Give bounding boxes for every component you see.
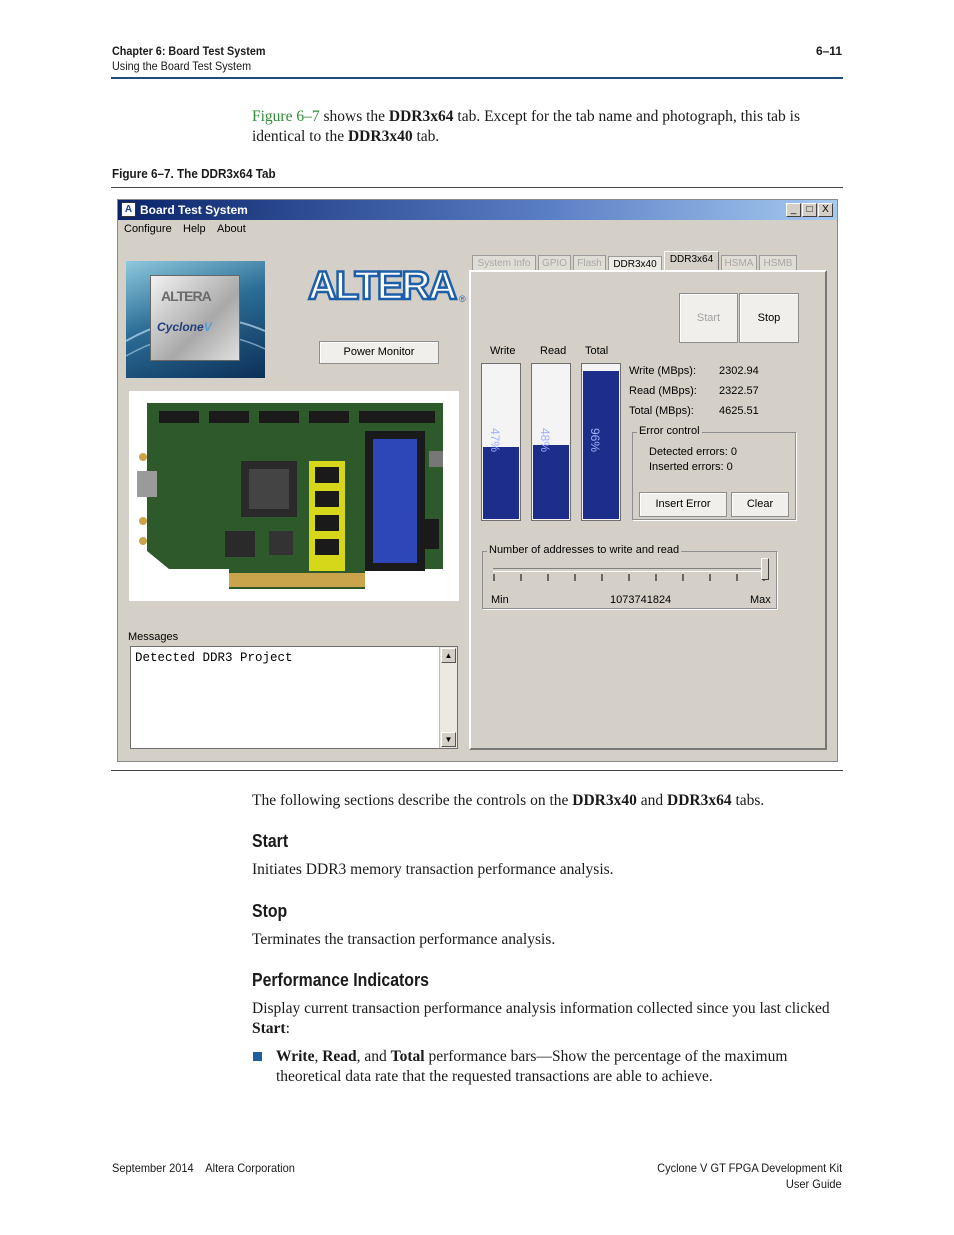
- maximize-icon[interactable]: □: [802, 203, 817, 217]
- bullet-performance-bars: Write, Read, and Total performance bars—Show the percentage of the maximum theoretical data rate that the requested transactions are able to achieve.: [276, 1048, 788, 1085]
- insert-error-button[interactable]: Insert Error: [639, 492, 727, 517]
- stop-button[interactable]: Stop: [739, 293, 799, 343]
- section-title: Using the Board Test System: [112, 59, 252, 73]
- heading-start: Start: [252, 831, 289, 851]
- app-icon: A: [121, 202, 136, 217]
- figure-link[interactable]: Figure 6–7: [252, 108, 320, 125]
- cyclone-chip-image: [126, 261, 265, 378]
- chip-family: CycloneV: [157, 320, 212, 334]
- tab-hsma[interactable]: HSMA: [721, 255, 757, 271]
- close-icon[interactable]: X: [818, 203, 833, 217]
- board-test-window: [117, 199, 838, 762]
- write-mbps-label: Write (MBps):: [629, 365, 697, 377]
- read-bar-percent: 48%: [538, 428, 552, 453]
- slider-max-label: Max: [750, 594, 771, 606]
- messages-label: Messages: [128, 631, 179, 643]
- menu-help[interactable]: Help: [183, 223, 206, 235]
- minimize-icon[interactable]: _: [786, 203, 801, 217]
- messages-box[interactable]: [130, 646, 458, 749]
- title-bar[interactable]: [118, 200, 837, 220]
- total-bar: [581, 363, 621, 521]
- slider-min-label: Min: [491, 594, 509, 606]
- heading-stop: Stop: [252, 901, 288, 921]
- total-bar-label: Total: [585, 345, 609, 357]
- clear-button[interactable]: Clear: [731, 492, 789, 517]
- chip-brand: ALTERA: [161, 288, 211, 304]
- stop-description: Terminates the transaction performance analysis.: [252, 931, 556, 948]
- menu-configure[interactable]: Configure: [124, 223, 172, 235]
- tab-system-info[interactable]: System Info: [472, 255, 536, 271]
- start-description: Initiates DDR3 memory transaction performance analysis.: [252, 861, 614, 878]
- tab-ddr3x40[interactable]: DDR3x40: [608, 256, 662, 272]
- footer-guide: User Guide: [786, 1177, 842, 1191]
- board-illustration-icon: [129, 391, 459, 601]
- slider-track[interactable]: [493, 568, 767, 572]
- tab-gpio[interactable]: GPIO: [538, 255, 571, 271]
- start-button[interactable]: Start: [679, 293, 738, 343]
- bullet-square-icon: [253, 1052, 262, 1061]
- read-bar-label: Read: [540, 345, 567, 357]
- error-control-group: [632, 425, 796, 520]
- altera-logo: ALTERA: [308, 264, 456, 308]
- messages-text: Detected DDR3 Project: [135, 651, 293, 665]
- read-bar-fill: [533, 445, 569, 519]
- write-bar-label: Write: [490, 345, 516, 357]
- chip-package: [150, 275, 240, 361]
- write-bar-fill: [483, 447, 519, 519]
- slider-thumb[interactable]: [761, 558, 769, 580]
- slider-ticks: [493, 574, 769, 584]
- addresses-group: [482, 544, 777, 609]
- tab-ddr3x64[interactable]: DDR3x64: [664, 251, 719, 272]
- chapter-title: Chapter 6: Board Test System: [112, 44, 266, 58]
- power-monitor-button[interactable]: Power Monitor: [319, 341, 439, 364]
- addresses-legend: Number of addresses to write and read: [489, 544, 680, 556]
- total-mbps-value: 4625.51: [719, 405, 759, 417]
- slider-value: 1073741824: [610, 594, 672, 606]
- tab-hsmb[interactable]: HSMB: [759, 255, 797, 271]
- write-bar-percent: 47%: [488, 428, 502, 453]
- inserted-errors: Inserted errors: 0: [649, 461, 733, 473]
- figure-caption: Figure 6–7. The DDR3x64 Tab: [112, 166, 276, 181]
- tab-flash[interactable]: Flash: [573, 255, 606, 271]
- sections-intro: The following sections describe the controls on the DDR3x40 and DDR3x64 tabs.: [252, 792, 765, 809]
- intro-paragraph: Figure 6–7 shows the DDR3x64 tab. Except for the tab name and photograph, this tab is identical to the DDR3x40 tab.: [252, 108, 801, 145]
- messages-scrollbar[interactable]: [439, 647, 457, 748]
- performance-description: Display current transaction performance analysis information collected since you last clicked Start:: [252, 1000, 830, 1037]
- figure-rule-top: [111, 187, 843, 188]
- page-number: 6–11: [815, 44, 842, 58]
- registered-mark: ®: [459, 294, 466, 304]
- error-control-legend: Error control: [639, 425, 700, 437]
- write-mbps-value: 2302.94: [719, 365, 759, 377]
- figure-rule-bottom: [111, 770, 843, 771]
- header-rule: [111, 77, 843, 79]
- footer-left: September 2014 Altera Corporation: [112, 1161, 295, 1175]
- menu-about[interactable]: About: [217, 223, 246, 235]
- write-bar: [481, 363, 521, 521]
- scroll-up-icon[interactable]: ▲: [441, 648, 456, 663]
- footer-product: Cyclone V GT FPGA Development Kit: [656, 1161, 842, 1175]
- read-mbps-label: Read (MBps):: [629, 385, 697, 397]
- heading-performance-indicators: Performance Indicators: [252, 970, 429, 990]
- scroll-down-icon[interactable]: ▼: [441, 732, 456, 747]
- total-bar-percent: 96%: [588, 428, 602, 453]
- window-title: Board Test System: [140, 203, 248, 217]
- read-mbps-value: 2322.57: [719, 385, 759, 397]
- board-photo: [129, 391, 459, 601]
- total-mbps-label: Total (MBps):: [629, 405, 694, 417]
- read-bar: [531, 363, 571, 521]
- detected-errors: Detected errors: 0: [649, 446, 738, 458]
